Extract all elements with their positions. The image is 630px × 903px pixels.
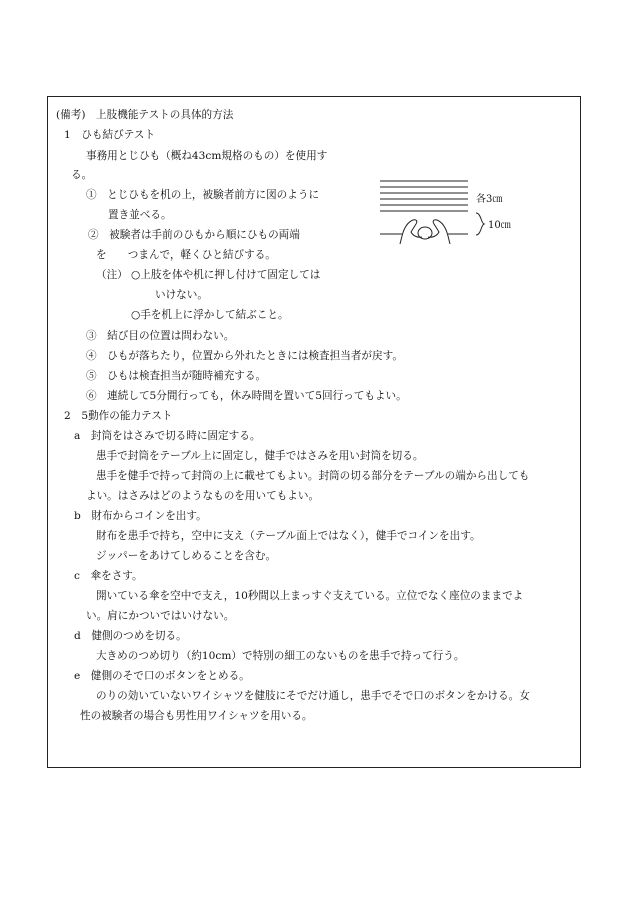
item-b-line2: ジッパーをあけてしめることを含む。 (96, 550, 277, 562)
section1-intro-line1: 事務用とじひも（概ね43cm規格のもの）を使用す (86, 150, 328, 162)
item-a-line1: 患手で封筒をテーブル上に固定し，健手ではさみを用い封筒を切る。 (96, 450, 424, 462)
item-e-line1: のりの効いていないワイシャツを健肢にそでだけ通し，患手でそで口のボタンをかける。女 (96, 690, 530, 702)
step3: ③ 結び目の位置は問わない。 (86, 330, 235, 342)
step1-line1: ① とじひもを机の上，被験者前方に図のように (86, 189, 320, 201)
item-d-title: d 健側のつめを切る。 (74, 630, 187, 642)
item-a-line2: 患手を健手で持って封筒の上に載せてもよい。封筒の切る部分をテーブルの端から出しても (96, 470, 530, 482)
string-diagram (378, 178, 528, 258)
strings-group (380, 181, 468, 234)
item-a-title: a 封筒をはさみで切る時に固定する。 (74, 430, 261, 442)
item-d-line1: 大きめのつめ切り（約10cm）で特別の細工のないものを患手で持って行う。 (96, 650, 465, 662)
step5: ⑤ ひもは検査担当が随時補充する。 (86, 370, 267, 382)
section1-intro-line2: る。 (71, 169, 93, 181)
diagram-label-distance: 10㎝ (488, 220, 511, 231)
note2: ○手を机上に浮かして結ぶこと。 (131, 309, 289, 321)
right-hand-outline (428, 220, 448, 238)
item-c-line1: 開いている傘を空中で支え，10秒間以上まっすぐ支えている。立位でなく座位のままでよ (96, 590, 524, 602)
step4: ④ ひもが落ちたり，位置から外れたときには検査担当者が戻す。 (86, 350, 403, 362)
section2-title: 2 5動作の能力テスト (64, 410, 173, 422)
item-c-line2: い。肩にかついではいけない。 (86, 610, 235, 622)
heading: (備考) 上肢機能テストの具体的方法 (56, 109, 234, 121)
step1-line2: 置き並べる。 (108, 209, 172, 221)
item-a-line3: よい。はさみはどのようなものを用いてもよい。 (86, 490, 320, 502)
item-c-title: c 傘をさす。 (74, 570, 143, 582)
wrists-outline (400, 236, 450, 244)
section1-title: 1 ひも結びテスト (64, 129, 156, 141)
item-e-line2: 性の被験者の場合も男性用ワイシャツを用いる。 (80, 710, 313, 722)
note1-line1: ○上肢を体や机に押し付けて固定しては (131, 269, 321, 281)
left-hand-outline (402, 220, 422, 238)
step2-line1: ② 被験者は手前のひもから順にひもの両端 (88, 229, 300, 241)
step2-line2: を つまんで，軽くひと結びする。 (96, 249, 276, 261)
note-label: （注） (96, 269, 128, 281)
item-b-title: b 財布からコインを出す。 (74, 510, 207, 522)
item-e-title: e 健側のそで口のボタンをとめる。 (74, 670, 250, 682)
distance-brace (476, 213, 484, 235)
note1-line2: いけない。 (155, 289, 208, 301)
knuckles-outline (418, 227, 432, 239)
string-diagram-svg (378, 178, 528, 258)
step6: ⑥ 連続して5分間行っても，休み時間を置いて5回行ってもよい。 (86, 390, 407, 402)
item-b-line1: 財布を患手で持ち，空中に支え（テーブル面上ではなく），健手でコインを出す。 (96, 530, 481, 542)
hands-icon (400, 220, 450, 244)
diagram-label-spacing: 各3㎝ (476, 194, 503, 205)
